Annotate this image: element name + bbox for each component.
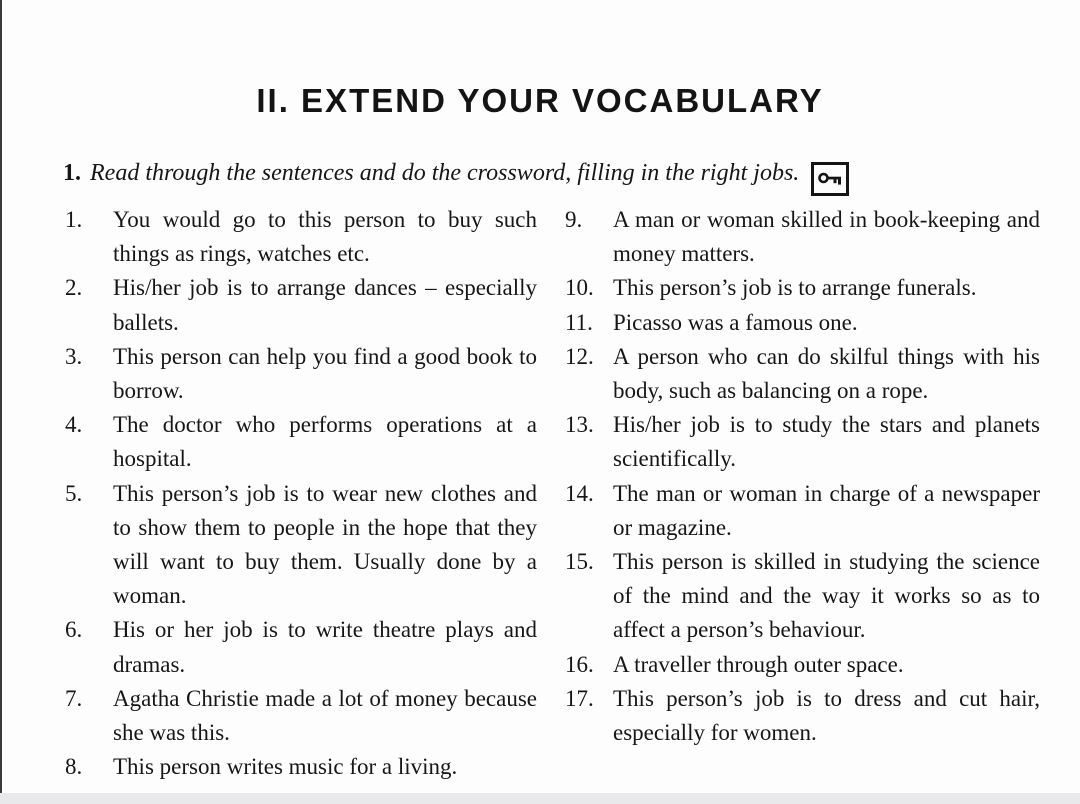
clue-item	[65, 271, 537, 339]
section-heading: II. EXTEND YOUR VOCABULARY	[256, 82, 824, 119]
exercise-instruction	[63, 157, 1043, 196]
clue-text: The doctor who performs operations at a hospital.	[113, 412, 537, 472]
clue-text: A person who can do skilful things with his body, such as balancing on a rope.	[613, 343, 1040, 404]
clue-list-left	[65, 203, 537, 784]
clue-number: 4.	[65, 412, 83, 438]
clue-number: 3.	[65, 343, 83, 369]
clue-text: A traveller through outer space.	[613, 651, 904, 677]
clue-number: 1.	[65, 207, 83, 232]
clue-number: 2.	[65, 275, 83, 301]
clue-item	[565, 477, 1040, 545]
clue-number: 5.	[65, 480, 83, 506]
clue-text: His/her job is to arrange dances – especially ballets.	[113, 275, 537, 335]
clue-item	[65, 340, 537, 408]
clue-text: His or her job is to write theatre plays and dramas.	[113, 617, 537, 677]
clue-columns	[65, 203, 1040, 784]
clue-number: 13.	[565, 412, 594, 438]
clue-item	[565, 271, 1040, 305]
page-bottom-strip	[0, 793, 1080, 804]
clue-text: The man or woman in charge of a newspaper or magazine.	[613, 480, 1040, 540]
clue-number: 17.	[565, 685, 594, 711]
clue-number: 14.	[565, 480, 594, 506]
clue-item	[65, 750, 537, 784]
clue-text: A man or woman skilled in book-keeping and money matters.	[613, 207, 1040, 267]
clue-item	[565, 682, 1040, 750]
clue-text: This person writes music for a living.	[113, 754, 458, 780]
clue-number: 12.	[565, 343, 594, 369]
clue-item	[565, 408, 1040, 476]
clue-number: 8.	[65, 754, 83, 780]
clue-list-right	[565, 203, 1040, 784]
clue-number: 6.	[65, 617, 83, 643]
clue-text: This person’s job is to wear new clothes and to show them to people in the hope that they will want to buy them. Usually done by a woman.	[113, 480, 537, 609]
clue-item	[565, 340, 1040, 408]
clue-text: This person is skilled in studying the science of the mind and the way it works so as to affect a person’s behaviour.	[613, 549, 1040, 643]
exercise-number: 1.	[63, 160, 81, 186]
clue-text: This person’s job is to dress and cut hair, especially for women.	[613, 685, 1040, 746]
exercise-instruction-text: Read through the sentences and do the crossword, filling in the right jobs.	[90, 160, 800, 186]
clue-number: 11.	[565, 309, 593, 335]
clue-item	[65, 477, 537, 614]
clue-text: You would go to this person to buy such things as rings, watches etc.	[113, 207, 537, 267]
clue-item	[65, 613, 537, 681]
clue-number: 10.	[565, 275, 594, 301]
clue-item	[565, 648, 1040, 682]
clue-number: 7.	[65, 685, 83, 711]
clue-text: Agatha Christie made a lot of money because she was this.	[113, 685, 537, 746]
clue-number: 15.	[565, 549, 594, 575]
clue-text: This person’s job is to arrange funerals.	[613, 275, 977, 301]
clue-item	[65, 408, 537, 476]
clue-number: 16.	[565, 651, 594, 677]
clue-item	[565, 203, 1040, 271]
clue-number: 9.	[565, 207, 583, 232]
clue-item	[565, 306, 1040, 340]
clue-text: This person can help you find a good book to borrow.	[113, 343, 537, 404]
clue-text: Picasso was a famous one.	[613, 309, 858, 335]
clue-item	[65, 203, 537, 271]
clue-item	[565, 545, 1040, 648]
key-icon	[811, 162, 849, 196]
clue-item	[65, 682, 537, 750]
clue-text: His/her job is to study the stars and planets scientifically.	[613, 412, 1040, 472]
